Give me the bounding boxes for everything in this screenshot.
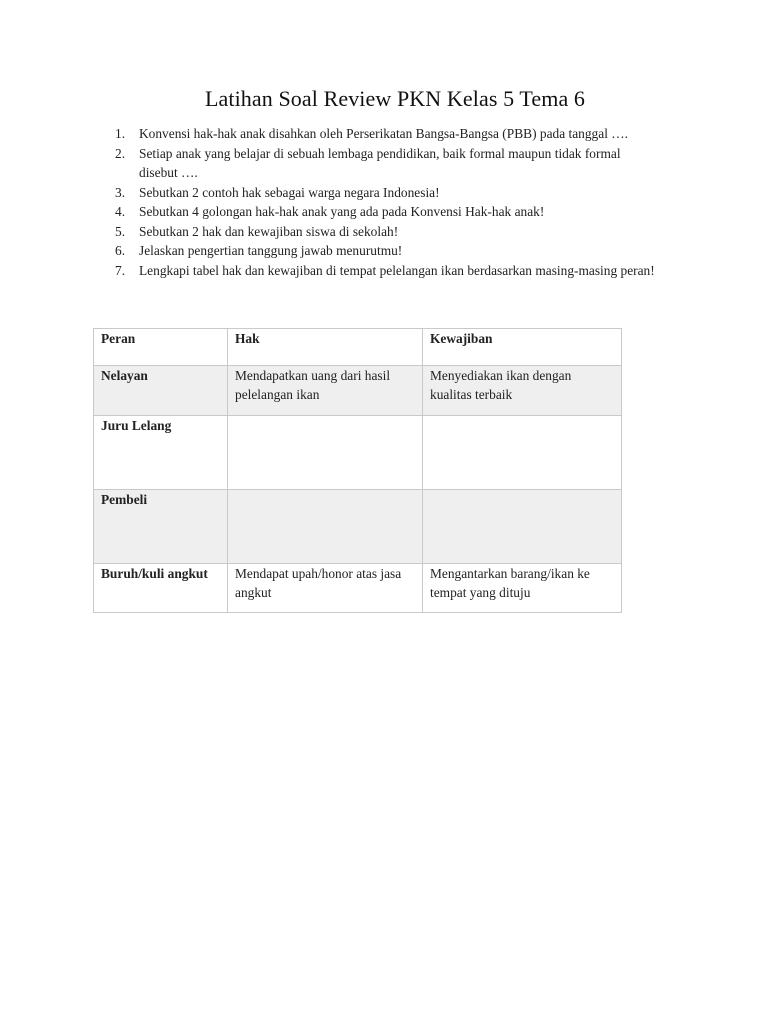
- cell-kewajiban: Mengantarkan barang/ikan ke tempat yang dituju: [423, 564, 622, 613]
- table-row: [94, 490, 622, 564]
- question-item: [110, 222, 660, 242]
- cell-role: Buruh/kuli angkut: [94, 564, 228, 613]
- question-item: [110, 261, 660, 281]
- question-item: [110, 124, 660, 144]
- question-item: [110, 144, 660, 183]
- cell-kewajiban: [423, 490, 622, 564]
- header-hak: Hak: [228, 329, 423, 366]
- question-number: 3.: [115, 184, 126, 200]
- cell-role: Nelayan: [94, 366, 228, 416]
- question-number: 5.: [115, 223, 126, 239]
- cell-hak: Mendapat upah/honor atas jasa angkut: [228, 564, 423, 613]
- question-number: 7.: [115, 262, 126, 278]
- question-number: 4.: [115, 204, 126, 219]
- table-header-row: [94, 329, 622, 366]
- question-item: [110, 241, 660, 261]
- question-text: Jelaskan pengertian tanggung jawab menurutmu!: [139, 243, 403, 258]
- question-text: Konvensi hak-hak anak disahkan oleh Perserikatan Bangsa-Bangsa (PBB) pada tanggal ….: [139, 126, 628, 141]
- question-item: [110, 183, 660, 203]
- cell-hak: [228, 490, 423, 564]
- cell-role: Pembeli: [94, 490, 228, 564]
- question-text: Sebutkan 4 golongan hak-hak anak yang ada pada Konvensi Hak-hak anak!: [139, 204, 545, 219]
- table-row: [94, 564, 622, 613]
- rights-duties-table: [93, 328, 622, 613]
- cell-role: Juru Lelang: [94, 416, 228, 490]
- question-number: 6.: [115, 243, 126, 258]
- cell-kewajiban: [423, 416, 622, 490]
- table-row: [94, 416, 622, 490]
- question-text: Sebutkan 2 hak dan kewajiban siswa di sekolah!: [139, 223, 399, 239]
- question-text: Sebutkan 2 contoh hak sebagai warga negara Indonesia!: [139, 184, 440, 200]
- question-number: 2.: [115, 145, 126, 161]
- question-item: [110, 202, 660, 222]
- question-number: 1.: [115, 126, 126, 141]
- header-peran: Peran: [94, 329, 228, 366]
- table-row: [94, 366, 622, 416]
- cell-hak: [228, 416, 423, 490]
- question-list: [110, 124, 660, 280]
- cell-kewajiban: Menyediakan ikan dengan kualitas terbaik: [423, 366, 622, 416]
- document-title: Latihan Soal Review PKN Kelas 5 Tema 6: [204, 86, 586, 111]
- question-text: Setiap anak yang belajar di sebuah lembaga pendidikan, baik formal maupun tidak formal disebut ….: [139, 145, 621, 180]
- cell-hak: Mendapatkan uang dari hasil pelelangan ikan: [228, 366, 423, 416]
- header-kewajiban: Kewajiban: [423, 329, 622, 366]
- question-text: Lengkapi tabel hak dan kewajiban di tempat pelelangan ikan berdasarkan masing-masing peran!: [139, 262, 655, 278]
